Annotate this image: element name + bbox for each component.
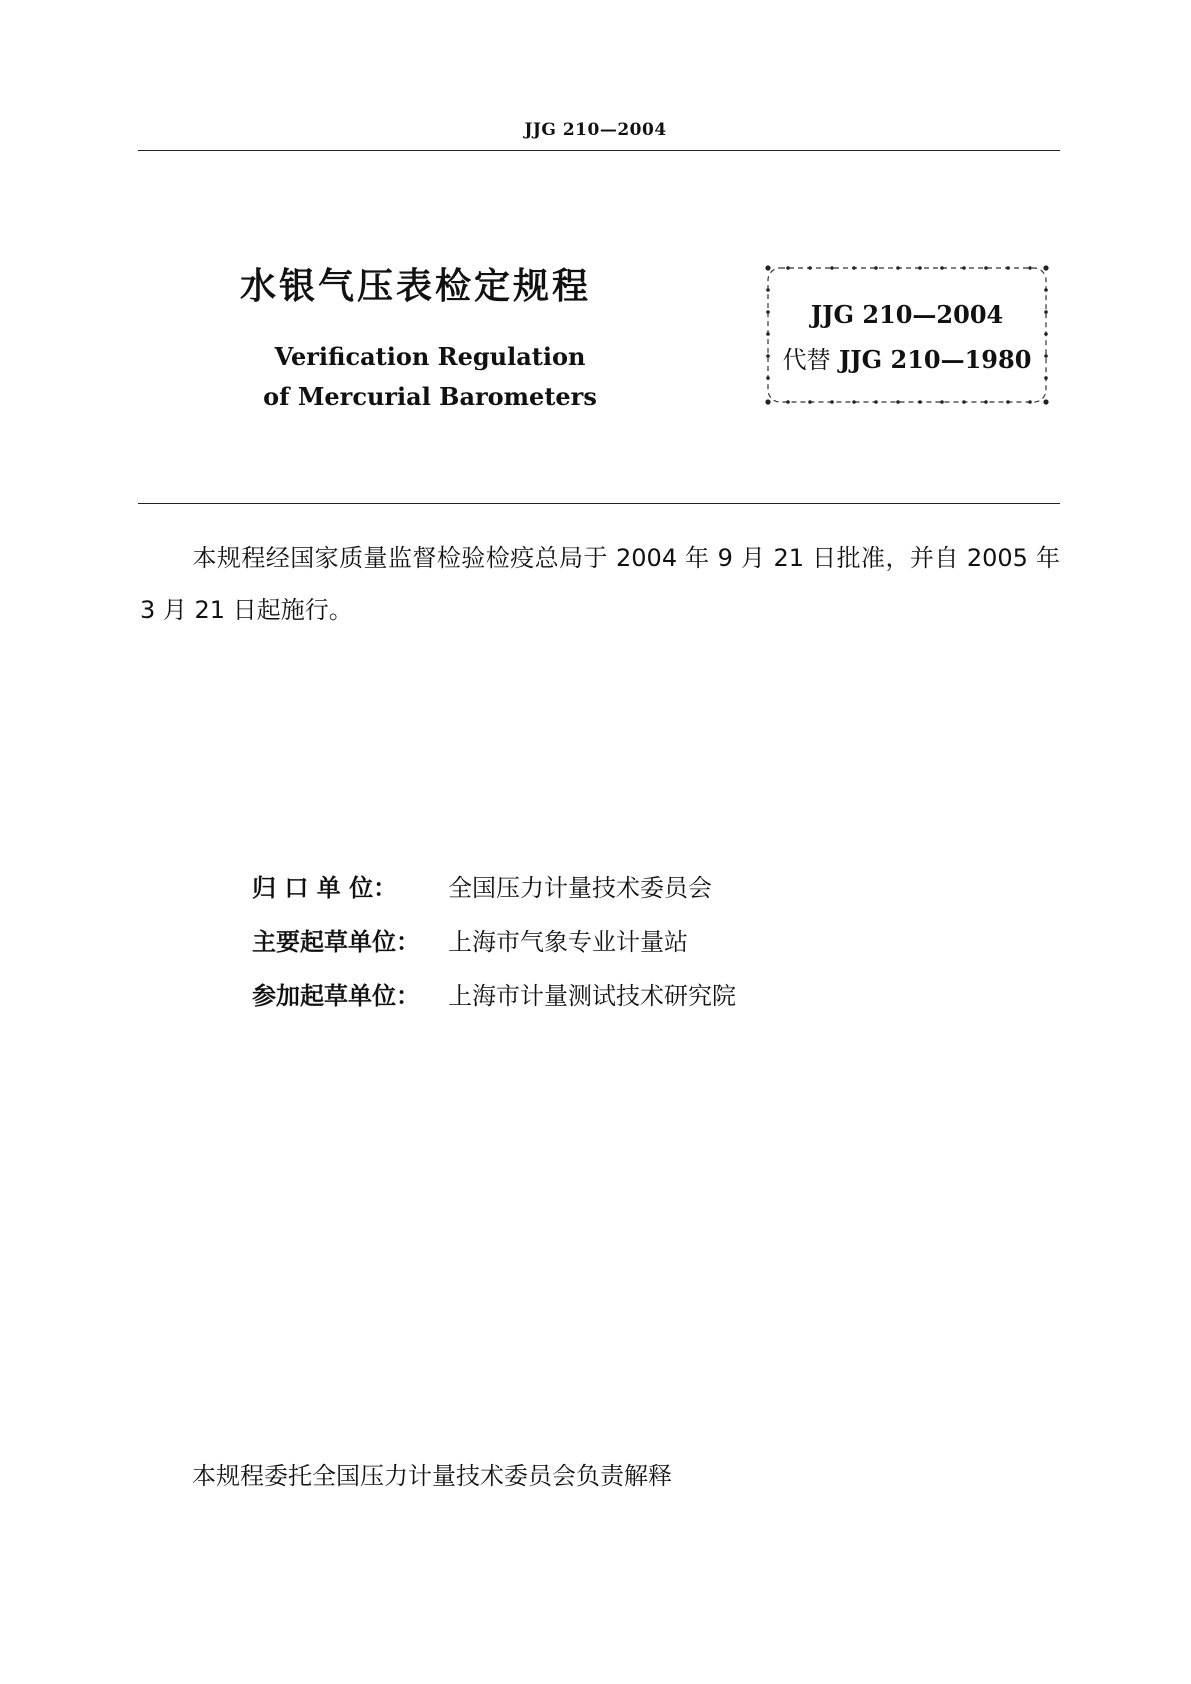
running-header-code: JJG 210—2004	[524, 120, 667, 140]
title-chinese: 水银气压表检定规程	[240, 266, 592, 307]
approval-notice	[140, 532, 1060, 636]
org-row-participating-drafter	[252, 976, 736, 1011]
title-english-line2: of Mercurial Barometers	[263, 382, 597, 411]
approval-notice-text: 本规程经国家质量监督检验检疫总局于 2004 年 9 月 21 日批准，并自 2005 年 3 月 21 日起施行。	[140, 544, 1060, 624]
header-rule	[138, 150, 1060, 151]
org-value-main-drafter: 上海市气象专业计量站	[448, 928, 688, 956]
section-rule	[138, 503, 1060, 504]
standard-number: JJG 210—2004	[810, 300, 1004, 329]
interpretation-note: 本规程委托全国压力计量技术委员会负责解释	[192, 1462, 672, 1490]
org-label-main-drafter: 主要起草单位：	[252, 928, 420, 956]
org-row-responsible	[252, 868, 712, 903]
replaces-prefix: 代替	[782, 346, 831, 374]
org-value-responsible: 全国压力计量技术委员会	[448, 874, 712, 902]
standard-number-box	[764, 264, 1050, 406]
org-value-participating-drafter: 上海市计量测试技术研究院	[448, 982, 736, 1010]
replaces-line	[764, 340, 1050, 375]
ornamental-border-icon	[764, 264, 1050, 406]
org-row-main-drafter	[252, 922, 688, 957]
replaces-code: JJG 210—1980	[838, 345, 1032, 374]
org-label-responsible: 归 口 单 位：	[252, 874, 398, 902]
org-label-participating-drafter: 参加起草单位：	[252, 982, 420, 1010]
title-english-line1: Verification Regulation	[274, 342, 586, 371]
